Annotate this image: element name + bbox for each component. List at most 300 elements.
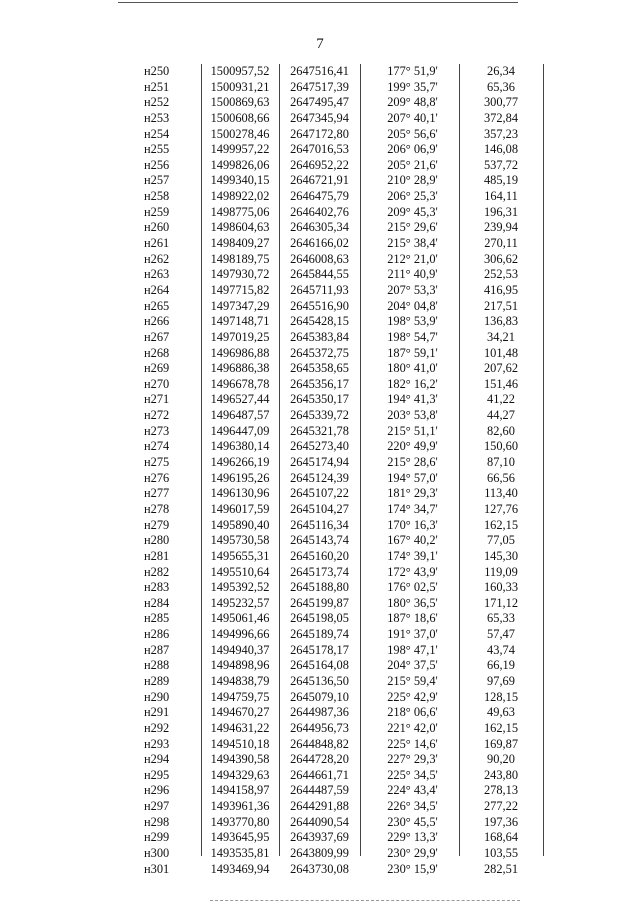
x-coordinate-cell: 1497019,25 [210, 329, 270, 344]
table-row [118, 346, 543, 362]
direction-angle-cell: 207° 53,3' [387, 282, 438, 297]
direction-angle-cell: 230° 15,9' [387, 861, 438, 876]
direction-angle-cell: 206° 25,3' [387, 189, 438, 204]
table-row [118, 799, 543, 815]
top-rule [118, 2, 518, 3]
table-row [118, 486, 543, 502]
direction-angle-cell: 227° 29,3' [387, 752, 438, 767]
point-id-cell: н250 [144, 64, 170, 78]
point-id-cell: н286 [144, 627, 170, 642]
direction-angle-cell: 174° 34,7' [387, 501, 438, 516]
point-id-cell: н258 [144, 189, 170, 204]
table-row [118, 580, 543, 596]
table-row [118, 627, 543, 643]
y-coordinate-cell: 2645164,08 [290, 658, 349, 673]
x-coordinate-cell: 1496527,44 [210, 392, 270, 407]
y-coordinate-cell: 2647517,39 [290, 79, 349, 94]
y-coordinate-cell: 2645844,55 [290, 267, 349, 282]
point-id-cell: н259 [144, 204, 170, 219]
y-coordinate-cell: 2645356,17 [290, 376, 349, 391]
table-row [118, 173, 543, 189]
point-id-cell: н301 [144, 861, 170, 876]
y-coordinate-cell: 2646402,76 [290, 204, 349, 219]
x-coordinate-cell: 1497930,72 [210, 267, 270, 282]
direction-angle-cell: 212° 21,0' [387, 251, 438, 266]
y-coordinate-cell: 2645189,74 [290, 627, 349, 642]
point-id-cell: н267 [144, 329, 170, 344]
distance-cell: 485,19 [483, 173, 519, 188]
x-coordinate-cell: 1496487,57 [210, 408, 270, 423]
distance-cell: 103,55 [483, 846, 519, 861]
x-coordinate-cell: 1499340,15 [210, 173, 270, 188]
direction-angle-cell: 215° 28,6' [387, 455, 438, 470]
y-coordinate-cell: 2645321,78 [290, 423, 349, 438]
x-coordinate-cell: 1497715,82 [210, 282, 270, 297]
table-row [118, 690, 543, 706]
distance-cell: 252,53 [483, 267, 519, 282]
table-row [118, 737, 543, 753]
x-coordinate-cell: 1495655,31 [210, 548, 270, 563]
direction-angle-cell: 170° 16,3' [387, 517, 438, 532]
x-coordinate-cell: 1495232,57 [210, 595, 270, 610]
direction-angle-cell: 220° 49,9' [387, 439, 438, 454]
point-id-cell: н293 [144, 736, 170, 751]
table-row [118, 314, 543, 330]
distance-cell: 57,47 [487, 627, 515, 642]
x-coordinate-cell: 1500869,63 [210, 95, 270, 110]
point-id-cell: н266 [144, 314, 170, 329]
point-id-cell: н272 [144, 408, 170, 423]
y-coordinate-cell: 2645372,75 [290, 345, 349, 360]
x-coordinate-cell: 1495392,52 [210, 580, 270, 595]
y-coordinate-cell: 2645383,84 [290, 329, 349, 344]
direction-angle-cell: 198° 47,1' [387, 642, 438, 657]
direction-angle-cell: 211° 40,9' [387, 267, 438, 282]
y-coordinate-cell: 2646305,34 [290, 220, 349, 235]
point-id-cell: н283 [144, 580, 170, 595]
table-row [118, 705, 543, 721]
table-row [118, 768, 543, 784]
x-coordinate-cell: 1494670,27 [210, 705, 270, 720]
table-row [118, 189, 543, 205]
point-id-cell: н288 [144, 658, 170, 673]
table-row [118, 330, 543, 346]
distance-cell: 34,21 [487, 329, 515, 344]
x-coordinate-cell: 1494329,63 [210, 767, 270, 782]
y-coordinate-cell: 2646952,22 [290, 157, 349, 172]
direction-angle-cell: 203° 53,8' [387, 408, 438, 423]
table-row [118, 830, 543, 846]
table-row [118, 127, 543, 143]
direction-angle-cell: 199° 35,7' [387, 79, 438, 94]
point-id-cell: н275 [144, 455, 170, 470]
distance-cell: 113,40 [484, 486, 518, 501]
y-coordinate-cell: 2644661,71 [290, 767, 349, 782]
y-coordinate-cell: 2645516,90 [290, 298, 349, 313]
table-row [118, 377, 543, 393]
direction-angle-cell: 205° 21,6' [387, 157, 438, 172]
point-id-cell: н274 [144, 439, 170, 454]
y-coordinate-cell: 2644728,20 [290, 752, 349, 767]
table-row [118, 267, 543, 283]
point-id-cell: н271 [144, 392, 170, 407]
distance-cell: 145,30 [483, 548, 519, 563]
x-coordinate-cell: 1496195,26 [210, 470, 270, 485]
y-coordinate-cell: 2645143,74 [290, 533, 349, 548]
distance-cell: 65,36 [487, 79, 515, 94]
point-id-cell: н291 [144, 705, 170, 720]
direction-angle-cell: 187° 18,6' [387, 611, 438, 626]
y-coordinate-cell: 2645198,05 [290, 611, 349, 626]
x-coordinate-cell: 1494390,58 [210, 752, 270, 767]
distance-cell: 270,11 [484, 236, 518, 251]
x-coordinate-cell: 1496986,88 [210, 345, 270, 360]
direction-angle-cell: 194° 57,0' [387, 470, 438, 485]
distance-cell: 277,22 [483, 799, 519, 814]
table-row [118, 549, 543, 565]
y-coordinate-cell: 2645116,34 [290, 517, 349, 532]
table-row [118, 611, 543, 627]
direction-angle-cell: 198° 54,7' [387, 329, 438, 344]
point-id-cell: н253 [144, 110, 170, 125]
x-coordinate-cell: 1494940,37 [210, 642, 270, 657]
direction-angle-cell: 187° 59,1' [387, 345, 438, 360]
direction-angle-cell: 215° 59,4' [387, 673, 438, 688]
x-coordinate-cell: 1493645,95 [210, 830, 270, 845]
distance-cell: 44,27 [487, 408, 515, 423]
x-coordinate-cell: 1500278,46 [210, 126, 270, 141]
y-coordinate-cell: 2644987,36 [290, 705, 349, 720]
table-row [118, 142, 543, 158]
distance-cell: 66,56 [487, 470, 515, 485]
direction-angle-cell: 177° 51,9' [387, 64, 438, 78]
x-coordinate-cell: 1500608,66 [210, 110, 270, 125]
point-id-cell: н257 [144, 173, 170, 188]
x-coordinate-cell: 1496447,09 [210, 423, 270, 438]
direction-angle-cell: 225° 34,5' [387, 767, 438, 782]
direction-angle-cell: 215° 51,1' [387, 423, 438, 438]
y-coordinate-cell: 2645199,87 [290, 595, 349, 610]
direction-angle-cell: 176° 02,5' [387, 580, 438, 595]
point-id-cell: н256 [144, 157, 170, 172]
table-row [118, 392, 543, 408]
x-coordinate-cell: 1495510,64 [210, 564, 270, 579]
distance-cell: 160,33 [483, 580, 519, 595]
direction-angle-cell: 225° 42,9' [387, 689, 438, 704]
distance-cell: 136,83 [483, 314, 519, 329]
y-coordinate-cell: 2645124,39 [290, 470, 349, 485]
table-row [118, 299, 543, 315]
direction-angle-cell: 204° 37,5' [387, 658, 438, 673]
distance-cell: 127,76 [483, 501, 519, 516]
x-coordinate-cell: 1498189,75 [210, 251, 270, 266]
table-row [118, 408, 543, 424]
bottom-rule [210, 900, 520, 901]
distance-cell: 196,31 [483, 204, 519, 219]
column-divider [543, 64, 544, 856]
distance-cell: 207,62 [483, 361, 519, 376]
point-id-cell: н261 [144, 236, 170, 251]
table-body [118, 64, 543, 877]
distance-cell: 90,20 [487, 752, 515, 767]
distance-cell: 164,11 [484, 189, 518, 204]
y-coordinate-cell: 2646475,79 [290, 189, 349, 204]
table-row [118, 565, 543, 581]
distance-cell: 97,69 [487, 673, 515, 688]
x-coordinate-cell: 1496266,19 [210, 455, 270, 470]
page-number: 7 [316, 36, 324, 52]
table-row [118, 64, 543, 80]
point-id-cell: н290 [144, 689, 170, 704]
direction-angle-cell: 182° 16,2' [387, 376, 438, 391]
table-row [118, 783, 543, 799]
point-id-cell: н285 [144, 611, 170, 626]
point-id-cell: н287 [144, 642, 170, 657]
point-id-cell: н254 [144, 126, 170, 141]
x-coordinate-cell: 1497347,29 [210, 298, 270, 313]
direction-angle-cell: 207° 40,1' [387, 110, 438, 125]
y-coordinate-cell: 2644090,54 [290, 814, 349, 829]
x-coordinate-cell: 1498604,63 [210, 220, 270, 235]
x-coordinate-cell: 1496130,96 [210, 486, 270, 501]
point-id-cell: н289 [144, 673, 170, 688]
x-coordinate-cell: 1493469,94 [210, 861, 270, 876]
point-id-cell: н265 [144, 298, 170, 313]
x-coordinate-cell: 1494510,18 [210, 736, 270, 751]
point-id-cell: н264 [144, 282, 170, 297]
direction-angle-cell: 209° 48,8' [387, 95, 438, 110]
y-coordinate-cell: 2643730,08 [290, 861, 349, 876]
y-coordinate-cell: 2645711,93 [290, 282, 349, 297]
distance-cell: 150,60 [483, 439, 519, 454]
direction-angle-cell: 209° 45,3' [387, 204, 438, 219]
point-id-cell: н270 [144, 376, 170, 391]
y-coordinate-cell: 2647516,41 [290, 64, 349, 78]
table-row [118, 439, 543, 455]
table-row [118, 846, 543, 862]
point-id-cell: н262 [144, 251, 170, 266]
table-row [118, 283, 543, 299]
table-row [118, 158, 543, 174]
direction-angle-cell: 230° 45,5' [387, 814, 438, 829]
distance-cell: 128,15 [483, 689, 519, 704]
table-row [118, 596, 543, 612]
point-id-cell: н260 [144, 220, 170, 235]
point-id-cell: н278 [144, 501, 170, 516]
y-coordinate-cell: 2644956,73 [290, 720, 349, 735]
point-id-cell: н252 [144, 95, 170, 110]
point-id-cell: н299 [144, 830, 170, 845]
x-coordinate-cell: 1494631,22 [210, 720, 270, 735]
x-coordinate-cell: 1497148,71 [210, 314, 270, 329]
point-id-cell: н281 [144, 548, 170, 563]
table-row [118, 252, 543, 268]
y-coordinate-cell: 2645107,22 [290, 486, 349, 501]
x-coordinate-cell: 1496380,14 [210, 439, 270, 454]
y-coordinate-cell: 2646721,91 [290, 173, 349, 188]
x-coordinate-cell: 1494838,79 [210, 673, 270, 688]
x-coordinate-cell: 1498409,27 [210, 236, 270, 251]
y-coordinate-cell: 2647345,94 [290, 110, 349, 125]
table-row [118, 455, 543, 471]
point-id-cell: н292 [144, 720, 170, 735]
x-coordinate-cell: 1498922,02 [210, 189, 270, 204]
direction-angle-cell: 174° 39,1' [387, 548, 438, 563]
y-coordinate-cell: 2644291,88 [290, 799, 349, 814]
y-coordinate-cell: 2643937,69 [290, 830, 349, 845]
point-id-cell: н263 [144, 267, 170, 282]
y-coordinate-cell: 2645160,20 [290, 548, 349, 563]
y-coordinate-cell: 2645136,50 [290, 673, 349, 688]
point-id-cell: н269 [144, 361, 170, 376]
y-coordinate-cell: 2645273,40 [290, 439, 349, 454]
point-id-cell: н251 [144, 79, 170, 94]
y-coordinate-cell: 2644848,82 [290, 736, 349, 751]
x-coordinate-cell: 1493535,81 [210, 846, 270, 861]
distance-cell: 101,48 [483, 345, 519, 360]
direction-angle-cell: 206° 06,9' [387, 142, 438, 157]
distance-cell: 82,60 [487, 423, 515, 438]
table-row [118, 220, 543, 236]
y-coordinate-cell: 2643809,99 [290, 846, 349, 861]
point-id-cell: н295 [144, 767, 170, 782]
y-coordinate-cell: 2645350,17 [290, 392, 349, 407]
table-row [118, 95, 543, 111]
distance-cell: 49,63 [487, 705, 515, 720]
x-coordinate-cell: 1496017,59 [210, 501, 270, 516]
point-id-cell: н273 [144, 423, 170, 438]
x-coordinate-cell: 1498775,06 [210, 204, 270, 219]
direction-angle-cell: 210° 28,9' [387, 173, 438, 188]
distance-cell: 171,12 [483, 595, 519, 610]
y-coordinate-cell: 2645358,65 [290, 361, 349, 376]
point-id-cell: н276 [144, 470, 170, 485]
y-coordinate-cell: 2647495,47 [290, 95, 349, 110]
direction-angle-cell: 221° 42,0' [387, 720, 438, 735]
direction-angle-cell: 198° 53,9' [387, 314, 438, 329]
direction-angle-cell: 230° 29,9' [387, 846, 438, 861]
y-coordinate-cell: 2645428,15 [290, 314, 349, 329]
point-id-cell: н279 [144, 517, 170, 532]
table-row [118, 361, 543, 377]
x-coordinate-cell: 1494158,97 [210, 783, 270, 798]
distance-cell: 169,87 [483, 736, 519, 751]
distance-cell: 278,13 [483, 783, 519, 798]
distance-cell: 77,05 [487, 533, 515, 548]
direction-angle-cell: 218° 06,6' [387, 705, 438, 720]
x-coordinate-cell: 1495890,40 [210, 517, 270, 532]
distance-cell: 217,51 [483, 298, 519, 313]
direction-angle-cell: 181° 29,3' [387, 486, 438, 501]
distance-cell: 416,95 [483, 282, 519, 297]
point-id-cell: н282 [144, 564, 170, 579]
x-coordinate-cell: 1496886,38 [210, 361, 270, 376]
direction-angle-cell: 225° 14,6' [387, 736, 438, 751]
distance-cell: 162,15 [483, 517, 519, 532]
y-coordinate-cell: 2645339,72 [290, 408, 349, 423]
direction-angle-cell: 226° 34,5' [387, 799, 438, 814]
y-coordinate-cell: 2645174,94 [290, 455, 349, 470]
x-coordinate-cell: 1496678,78 [210, 376, 270, 391]
x-coordinate-cell: 1494996,66 [210, 627, 270, 642]
table-row [118, 518, 543, 534]
point-id-cell: н277 [144, 486, 170, 501]
distance-cell: 300,77 [483, 95, 519, 110]
table-row [118, 674, 543, 690]
y-coordinate-cell: 2645079,10 [290, 689, 349, 704]
y-coordinate-cell: 2645104,27 [290, 501, 349, 516]
y-coordinate-cell: 2645178,17 [290, 642, 349, 657]
table-row [118, 721, 543, 737]
distance-cell: 43,74 [487, 642, 515, 657]
point-id-cell: н300 [144, 846, 170, 861]
y-coordinate-cell: 2645188,80 [290, 580, 349, 595]
x-coordinate-cell: 1500931,21 [210, 79, 270, 94]
point-id-cell: н294 [144, 752, 170, 767]
table-row [118, 236, 543, 252]
table-row [118, 862, 543, 878]
distance-cell: 65,33 [487, 611, 515, 626]
distance-cell: 119,09 [484, 564, 518, 579]
table-row [118, 424, 543, 440]
x-coordinate-cell: 1494759,75 [210, 689, 270, 704]
x-coordinate-cell: 1500957,52 [210, 64, 270, 78]
direction-angle-cell: 180° 36,5' [387, 595, 438, 610]
distance-cell: 151,46 [483, 376, 519, 391]
table-row [118, 502, 543, 518]
point-id-cell: н297 [144, 799, 170, 814]
direction-angle-cell: 172° 43,9' [387, 564, 438, 579]
direction-angle-cell: 194° 41,3' [387, 392, 438, 407]
direction-angle-cell: 205° 56,6' [387, 126, 438, 141]
y-coordinate-cell: 2644487,59 [290, 783, 349, 798]
point-id-cell: н298 [144, 814, 170, 829]
distance-cell: 162,15 [483, 720, 519, 735]
distance-cell: 243,80 [483, 767, 519, 782]
table-row [118, 471, 543, 487]
y-coordinate-cell: 2647016,53 [290, 142, 349, 157]
distance-cell: 26,34 [487, 64, 515, 78]
direction-angle-cell: 180° 41,0' [387, 361, 438, 376]
point-id-cell: н280 [144, 533, 170, 548]
x-coordinate-cell: 1495061,46 [210, 611, 270, 626]
x-coordinate-cell: 1499826,06 [210, 157, 270, 172]
distance-cell: 41,22 [487, 392, 515, 407]
distance-cell: 87,10 [487, 455, 515, 470]
y-coordinate-cell: 2645173,74 [290, 564, 349, 579]
table-row [118, 533, 543, 549]
table-row [118, 205, 543, 221]
distance-cell: 537,72 [483, 157, 519, 172]
y-coordinate-cell: 2647172,80 [290, 126, 349, 141]
table-row [118, 643, 543, 659]
direction-angle-cell: 229° 13,3' [387, 830, 438, 845]
distance-cell: 197,36 [483, 814, 519, 829]
distance-cell: 306,62 [483, 251, 519, 266]
point-id-cell: н296 [144, 783, 170, 798]
distance-cell: 146,08 [483, 142, 519, 157]
coordinates-table [118, 64, 543, 876]
point-id-cell: н255 [144, 142, 170, 157]
point-id-cell: н268 [144, 345, 170, 360]
x-coordinate-cell: 1499957,22 [210, 142, 270, 157]
distance-cell: 372,84 [483, 110, 519, 125]
direction-angle-cell: 215° 38,4' [387, 236, 438, 251]
table-row [118, 815, 543, 831]
point-id-cell: н284 [144, 595, 170, 610]
x-coordinate-cell: 1493961,36 [210, 799, 270, 814]
direction-angle-cell: 215° 29,6' [387, 220, 438, 235]
